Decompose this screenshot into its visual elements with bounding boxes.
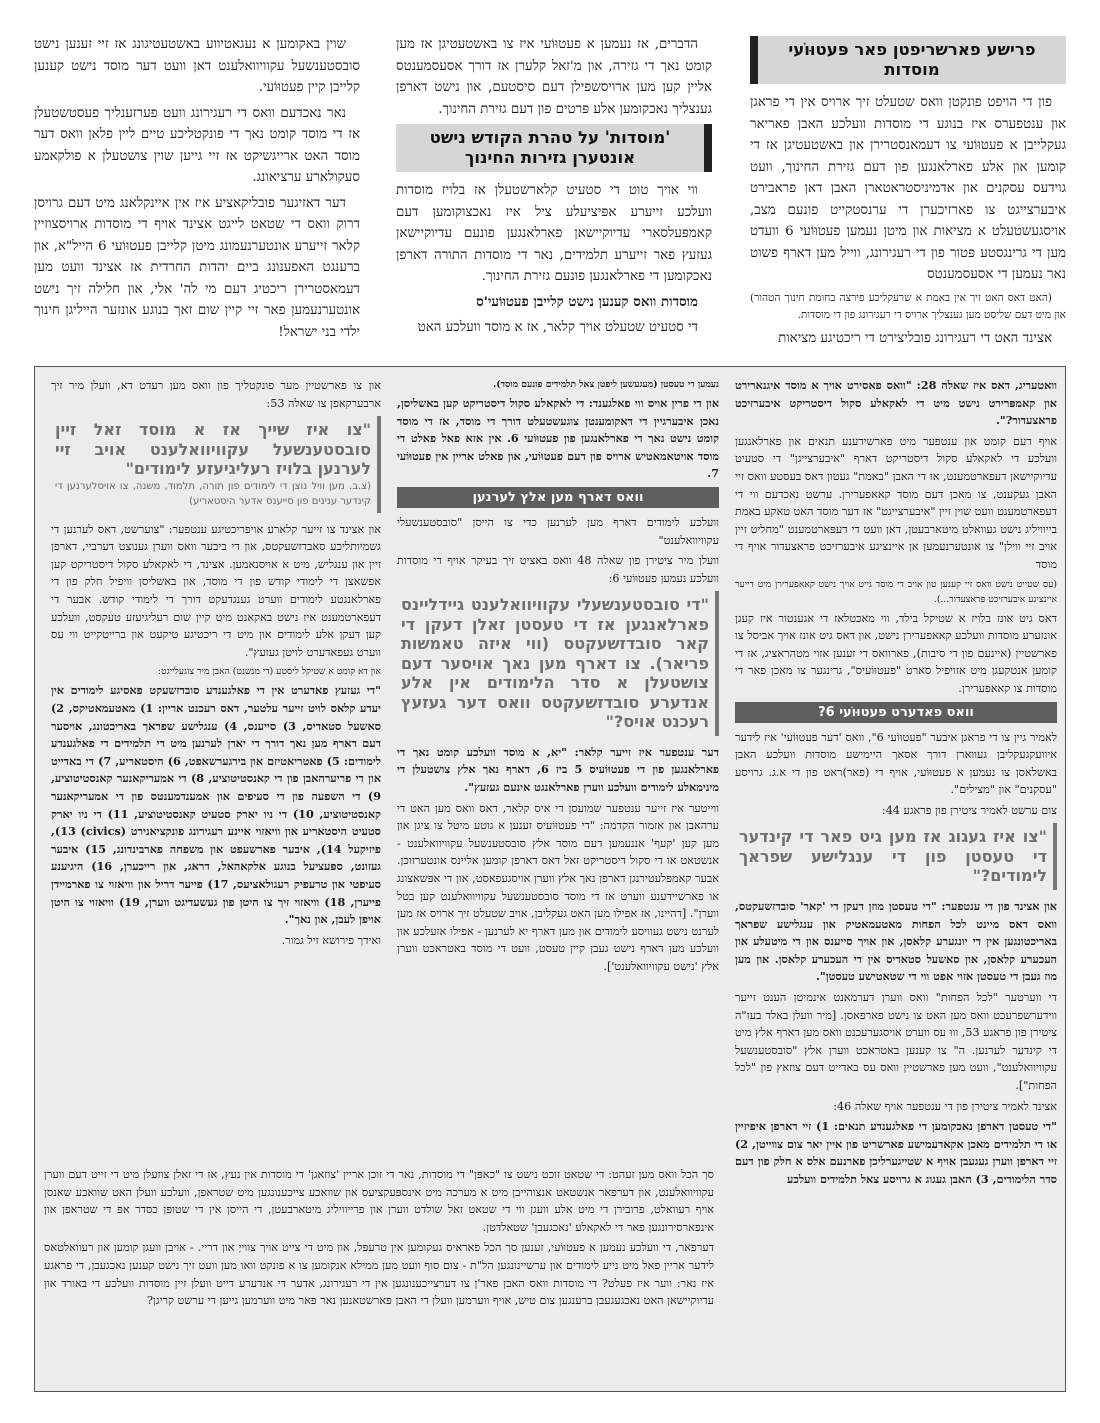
box-col2-heading: וואס דארף מען אלץ לערנען xyxy=(397,487,719,508)
column-middle xyxy=(396,34,712,334)
column-middle-paragraph: די סטעיט שטעלט אויך קלאר, אז א מוסד וועלכע האט xyxy=(417,320,698,335)
box-col1-paragraph: "די טעסטן דארפן נאכקומען די פאלגענדע תנאים: 1) זיי דארפן איפיזיין או די תלמידים מאכן אקאדעמישע פארשריט פון איין יאר צום צווייטן, 2) זיי דארפן ווערן געגעבן אויף א שטייגערליכן פארנעם אלס א חלק פון דעם סדר הלימודים, 3) האבן געגוג א גרויסע צאל תלמידים וועלכע xyxy=(735,1119,1057,1186)
column-right-paragraph: פון די הויפט פונקטן וואס שטעלט זיך ארויס אין די פראגן און ענטפערס איז בנוגע די מוסדות וועלכע האבן פאריאר געקלייבן א פעטוּוֹעי צו דעמאנסטרירן און באשטעטיגן אז די קומען און אלע פארלאנגען פון דעם גזירת החינוך, וועט גוידעס עסקנים און אדמיניסטראטארן האבן דאן פראבירט איבערצייגט צו פארזיכערן די ערנסטקייט פונעם מצב, אויסגעשטעלט א מציאות און מיטן נעמען פעטוּוֹעי 6 וועדט מען די גרינגסטע פּטור פון די רעגירונג, ווייל מען דארף פשוט נאר נעמען די אסעסמענטס xyxy=(750,95,1067,282)
box-col2-paragraph: נעמען די טעסטן (מעגעשען ליפטן צאל תלמידים פונעם מוסד). xyxy=(493,379,719,390)
box-bottom-paragraph: דערפאר, די וועלכע נעמען א פעטוּוֹעי, זענען סך הכל פאראיס געקומען אין טרעפּל, און מיט די צייט אויך צווייַ און דריי. - אויבן וועגן קומען און רעוואלטאס לידער אריין פאל מיט נייע לימודים און ערשיינונגען הל"ת - צום סוף וועט מען ממילא אנקומען צו א פונקט וואו מען וועט זיך נישט קענען נאכגעבן, די פראגע איז נאר: ווער איז פעלט? די מוסדות וואס האבן פאר'ן צו דערצייכענונגען אין די רעגירונג, אדער די אנדערע דייט וועלן זיין מוסדות וועלכע די באורד און עדיוקיישאן האט נאכגעגעבן ברענגען צום טיש, אויף ווערמען וועלן די האבן פארשטאנען נאר פאר מיט ווערמען גייען די ערשט קריגן? xyxy=(44,1241,714,1308)
box-col2-pull-quote: "די סובסטענשעלי עקוויוואלענט גיידליינס פארלאנגען אז די טעסטן זאלן דעקן די קאר סובדזשעקטס (ווי איזה טאמשות פריאר). צו דארף מען נאך אויסער דעם צושטעלן א סדר הלימודים אין אלע אנדערע סובדזשעקטס וואס דער געזעץ רעכנט אויס?" xyxy=(397,591,719,736)
column-right-heading: פרישע פארשריפטן פאר פּעטוּוֹעי מוסדות xyxy=(750,36,1066,84)
column-right xyxy=(750,34,1067,346)
box-col2-paragraph: דער ענטפער איז זייער קלאר: "יא, א מוסד וועלכע קומט נאך די פארלאנגען פון די פעטוּוֹעיס 5 ביז 6, דארף נאך אלץ צושטעלן די מינימאלע לימודים וועלכע ווערן פארלאנגט אינעם געזעץ". xyxy=(397,744,720,795)
box-col1-paragraph: לאמיר גיין צו די פראגן איבער "פעטוּוֹעי 6", וואס 'דער פעטוּוֹעי' איז לידער איוועקגעקליבן געווארן דורך אסאך היימישע מוסדות וועלכע האבן באשלאסן צו נעמען א פעטוּוֹעי, אויף די (פאר)ראט פון די א.ג. גרויסע "עסקנים" און "מצילים". xyxy=(735,730,1057,797)
box-col1-paragraph: די ווערטער "לכל הפחות" וואס ווערן דערמאנט אינמיטן הענט זייער ווידערשפרעכט וואס מען האט צו נישט פארפאסן. [מיר וועלן באלד בעז"ה ציטירן פון פראגע 53, וווּ עס ווערט אויסגערעכנט וואס מען דארף אלץ מיט די קינדער לערנען. ה" צו קענען באטראכט ווערן אלץ "סובסטענשעל עקוויוואלענט", וועט מען פארשטיין וואס עס באדייט דעם צוזאץ פון "לכל הפחות"]. xyxy=(735,990,1058,1092)
box-col1-paragraph: און אצינד פון די ענטפער: "די טעסטן מוזן דעקן די 'קאר' סובדזשעקטס, וואס דאס מיינט לכל הפחות מאטעמאטיק און ענגלישע שפראך באריכטונגען אין די יונגערע קלאסן, און אויך סייענס און די מיטעלע און העכערע קלאסן, און סאשעל סטאדיס אין די העכערע קלאסן. און מען מוז געבן די טעסטן אזוי אפט ווי די שטאטישע טעסטן". xyxy=(735,898,1057,984)
box-col2-paragraph: וועלן מיר ציטירן פון שאלה 48 וואס באציט זיך בעיקר אויף די מוסדות וועלכע נעמען פעטוּוֹעי 6: xyxy=(397,554,719,585)
column-right-small-paragraph xyxy=(750,290,1066,324)
box-col1-pull-quote: "צו איז געגוג אז מען גיט פאר די קינדער די טעסטן פון די ענגלישע שפראך לימודים?" xyxy=(735,823,1057,890)
box-col1-paragraph: אצינד לאמיר ציטירן פון די ענטפער אויף שאלה 46: xyxy=(833,1099,1057,1113)
column-left-paragraph: נאר נאכדעם וואס די רעגירונג וועט פערזענליך פעסטשטעלן אז די מוסד קומט נאך די פונקטליכע טיים ליין פלאן וואס דער מוסד האט ארייגשיקט אז זיי גייען שוין צושטעלן א פולקאמע סעקולארע ערציאונג. xyxy=(34,105,360,185)
column-left-paragraph: דער דאזיגער פובליקאציע איז אין איינקלאנג מיט דעם גרויסן דרוק וואס די שטאט לייגט אצינד אויף די מוסדות ארויסצוזיין קלאר זייערע אונטערנעמונג מיטן קלייבן פעטוּוֹעי 6 הייל"א, און ברענגט האפענונג ביים יהדות החרדית אז אצינד וועט מען דעמאסטרירן ריכטיג דעם מי לה' אלי, און חלילה זיך נישט אונטערנעמען פאר זיי קיין שום זאך בנוגע אונזער הייליגן חינוך ילדי בני ישראל! xyxy=(34,195,361,340)
box-col3-paragraph: און צו פארשטיין מער פונקטליך פון וואס מען רעדט דא, וועלן מיר זיך ארבערקאפן צו שאלה 53: xyxy=(51,379,381,410)
box-bottom-paragraph: סך הכל וואס מען זעהט: די שטאט זוכט נישט צו "כאפּן" די מוסדות, נאר די זוכן אריין 'צוזאגן' די מוסדות אין נעץ, אז די זאלן צוזעלן מיט די זייט דעם ווערן עקוויוואלענט, און דערפאר אנשטאט אנצוהייבן מיט א מערכה מיט אינספּעקציעס און שוואכע צייכענונגען מיט שטראפן, וועלכע וועלן האט שוואכע שאנסן אויף רעוואלט, פרובירן די מיט אלע וועגן ווי די שטאט זאל שולדט ווערן און פרייוויליג מיטארבעטן, די הייסן אין די שטופּן כסדר אפּ די שטראפן און אינפארסירונגען פאר די לאקאלע 'נאכגעבן' שטאלדטן. xyxy=(44,1168,714,1234)
column-left-paragraph: שוין באקומען א נעגאטיווע באשטעטיגונג אז זיי זענען נישט סובסטענשעל עקוויוואלענט דאן וועט דער מוסד נישט קענען קלייבן קיין פעטוּוֹעי. xyxy=(34,37,360,95)
box-col3-quote-note: (צ.ב. מען וויל נוצן די לימודים פון תורה, תלמוד, משנה, צו אויסלערנען די קינדער ענינים פון סייענס אדער היסטאריע) xyxy=(55,480,371,507)
column-middle-heading: 'מוסדות' על טהרת הקודש נישט אונטערן גזירות החינוך xyxy=(396,124,712,172)
box-column-1 xyxy=(735,377,1057,1382)
column-middle-paragraph: ווי אויך טוט די סטעיט קלארשטעלן אז בלויז מוסדות וועלכע זייערע אפּיציעלע ציל איז נאכצוקומען דעם קאמפּעלסארי עדיוקיישאן פארלאנגען פונעם עדיוקיישאן געזעץ פאר זייערע תלמידים, נאר די מוסדות התורה דארפן נאכקומען די פארלאנגען פונעם גזירת החינוך. xyxy=(396,183,712,284)
box-col3-quote-text: "צו איז שייך אז א מוסד זאל זיין סובסטענשעל עקוויוואלענט אויב זיי לערנען בלויז רעליגיעזע לימודים" xyxy=(55,420,371,479)
box-bottom-text xyxy=(44,1166,714,1376)
box-col1-paragraph: וואטעריג, דאס איז שאלה 28: "וואס פאסירט אויך א מוסד איגנארירט און קאמפּרירט נישט מיט די לאקאלע סקול דיסטריקט איבערזיכט פראצעדור?". xyxy=(735,378,1057,428)
box-col3-paragraph: "די געזעץ פאדערט אין די פאלגענדע סובדזשעקט פאסיגע לימודים אין יעדע קלאס לויט זייער עלטער, דאס רעכנט אריין: 1) מאטעמאטיקס, 2) סאשעל סטאדיס, 3) סייענס, 4) ענגלישע שפראך באריכטונג, אויסער דעם דארף מען נאך דורך די יארן לערנען מיט די תלמידים די פאלגענדע לימודים: 5) פאטריאטיזם און בירגערשאפט, 6) היסטאריע, 7) די באדייט און די פריערהאבן פון די קאנסטיטוציע, 8) די אמעריקאנער קאנסטיטוציע, 9) די השפעה פון די סעיפים און אמענדמענטס פון די אמעריקאנער קאנסטיטוציע, 10) די ניו יארק סטעיט קאנסטיטוציע, 11) די ניו יארק סטעיט היסטאריע און וויאזוי איינע רעגירונג פונקציאנירט (civics) 13), פיזיקעל 14), איבער פארשעפט און משפחה פארבינדונג, 15) איבער געזונט, ספּעציעל בנוגע אלקאהאל, דראג, און רייכערן, 16) היגיענע סעיפטי און טרעפיק רעגולאציעס, 17) פייער דריל און וויאזוי צו פארמיידן פייערן, 18) וויאזוי זיך צו היטן פון געשעדיגט ווערן, 19) וויאזוי צו היטן אויפן לעבן, און נאך". xyxy=(51,683,382,927)
box-col3-paragraph: און אצינד צו זייער קלארע אויפריכטיגע ענטפער: "צוערשט, דאס לערנען די גשמיותליכע סאבדזשעקטס, און די ביבער וואס ווערן גענוצט דערביי, דארפן זיין און ענגליש, מיט א אויסנאמען. אצינד, די לאקאלע סקול דיסטריקט קען אפשאצן די לימודי קודש פון די מוסד, און באשליסן וויפיל חלק פון די פארלאנגטע לימודים ווערט גענגדעקט דורך די לימודי קודש. אבער די דעפארטמענט איז נישט באקאנט מיט קיין שום רעליגיעזע טעקסט, וועלכע קען דעקן אלע לימודים און מיט די ריכטיגע טיקעט און ברייטקייט ווי עס ווערט געפאדערט לויטן געזעץ". xyxy=(51,522,381,659)
column-right-paren-note: (האט דאס האט xyxy=(984,291,1052,304)
box-col3-note: און דא קומט א שטיקל ליסטע (די מנשנט) האבן מיר צוגעלייגט: xyxy=(157,666,381,678)
box-col1-paragraph: אויף דעם קומט און ענטפער מיט פארשידענע תנאים און פארלאנגען וועלכע די לאקאלע סקול דיסטריקט דארף "איבערצייגן" די סטעיט עדיוקיישאן דעפארטמענט, אז די האבן "באמת" געטון דאס בעסטע וואס זיי האבן געקענט, צו מאכן דעם מוסד קאאפערירן. ערשט נאכדעם ווי די דעפארטמענט וועט שוין זיין "איבערצייגט" אז דער מוסד האט טאקע באמת בייוויליג נישט געוואלט מיטארבעטן, דאן וועט די דעפּארטמענט "מחליט זיין אויב זיי ווילן" צו אונטערנעמען אן איינציגע איבערזיכט פראצעדור אויף די מוסד xyxy=(735,434,1057,571)
column-left xyxy=(34,34,361,340)
box-col1-paragraph: צום ערשט לאמיר ציטירן פון פראגע 44: xyxy=(881,803,1057,817)
box-col1-note: (עס שטייט נישט וואס זיי קענען טון אויב די מוסד גייט אויך נישט קאאפערירן מיט דייער איינציגע איבערזיכט פּראצעדור...). xyxy=(735,578,1057,605)
column-middle-subheading: מוסדות וואס קענען נישט קלייבן פעטוּוֹעי'ס xyxy=(476,293,698,310)
box-col3-pull-quote xyxy=(51,416,381,513)
column-right-small-text: זיך אין באמת א שרעקליכע פירצה בחומת חינוך הטהור) און מיט דעם שליסט מען גענצליך ארויס די רעגירונג פון די מוסדות. xyxy=(750,291,1066,321)
box-col2-paragraph: ווייטער איז זייער ענטפער שמועסן די איס קלאר, דאס וואס מען האט די ערהאבן און אזמור הקדמה: "די פעטוּוֹעיס זענען א גוטע מיטל צו ציגן און מען קען 'קעף' אננעמען דעם מוסד אלץ סובסטענשעל עקוויוואלענט - אנשטאט או די סקול דיסטריקט זאל דאס דארפן קומען אליינס אונטערזוכן. אבער קאמפּלעטירנגן דארפן נאך אלץ ווערן אויסגעפאסט, און די אפּשאצונג או פארשיידענע ווערט אז די מוסד סובסטענשעל עקוויוואלענט קען בטל ווערן". [דהיינו, אז אפילו מען האט געקליבן, אויב שטעלט זיך ארויס אז מען לערנט נישט געוויסע לימודים און מען דארף יא לערנען - אפילו אזעלכע און וועלכע מען דארף נישט געבן קיין טעסט, וועט די מוסד באטראכט ווערן אלץ 'נישט עקוויוואלענט']. xyxy=(397,801,719,973)
box-col2-paragraph: וועלכע לימודים דארף מען לערנען כדי צו הייסן "סובסטענשעלי עקוויוואלענט" xyxy=(397,515,719,547)
box-col1-paragraph: דאס גיט אונז בלויז א שטיקל בילד, ווי מאכטלאז די אגענטור איז קעגן אונזערע מוסדות וועלכע קאאפערירן נישט, און דאס גיט אונז אויך אביסל צו פארשטיין (איינעם פון די סיבות), פארוואס די זענען אזוי מטהראציג, אז די קומען אנטקעגן מיט אזויפיל סארט "פעטוּוֹעיס", גרינגער צו מאכן פאר די מוסדות צו קאאפערירן. xyxy=(735,611,1057,695)
column-right-paragraph: אצינד האט די רעגירונג פובליצירט די ריכטיגע מציאות xyxy=(778,330,1052,346)
box-col3-paragraph: ואידך פירושא זיל גמור. xyxy=(281,933,381,947)
box-column-2 xyxy=(397,377,719,1157)
column-middle-paragraph: הדברים, אז נעמען א פעטוּוֹעי איז צו באשטעטיגן אז מען קומט נאך די גזירה, און מ'זאל קלערן אז דורך אסעסמענטס אליין קען מען ארויסשפילן דעם סיסטעם, און נישט דארפן גענצליך נאכקומען אלע פּרטים פון דעם גזירת החינוך. xyxy=(396,37,712,117)
box-col2-paragraph: און די פרין אויס ווי פאלגענד: די לאקאלע סקול דיסטריקט קען באשליסן, נאכן איבערגיין די דאקומענטן צוגעשטעלט דורך די מוסד, אז די מוסד קומט נישט נאך די פארלאנגען פון פעטוּוֹעי 6. אין אזא פאל פאלט די מוסד אויטאמאטיש ארויס פון דעם פעטוּוֹעי, און פאלט אריין אין פעטוּוֹעי 7. xyxy=(397,396,719,481)
box-col1-heading: וואס פאדערט פעטוּוֹעי 6? xyxy=(735,702,1057,723)
box-column-3 xyxy=(51,377,381,1157)
